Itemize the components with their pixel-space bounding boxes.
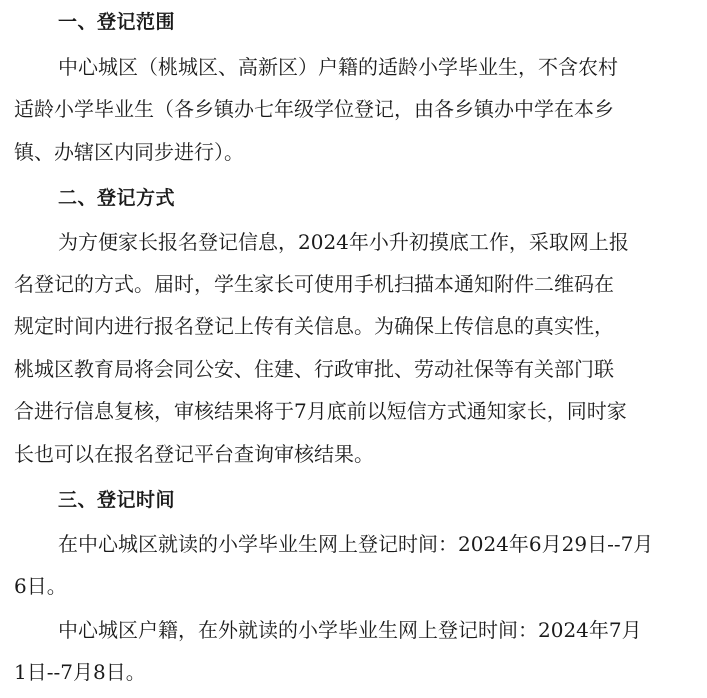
paragraph-line: 规定时间内进行报名登记上传有关信息。为确保上传信息的真实性， bbox=[14, 314, 614, 338]
paragraph-line: 名登记的方式。届时，学生家长可使用手机扫描本通知附件二维码在 bbox=[14, 272, 614, 296]
paragraph-line: 在中心城区就读的小学毕业生网上登记时间：2024年6月29日--7月 bbox=[58, 532, 654, 556]
paragraph-line: 镇、办辖区内同步进行）。 bbox=[14, 140, 244, 164]
paragraph-line: 合进行信息复核，审核结果将于7月底前以短信方式通知家长，同时家 bbox=[14, 399, 627, 423]
section-heading-time: 三、登记时间 bbox=[58, 489, 176, 511]
paragraph-line: 中心城区（桃城区、高新区）户籍的适龄小学毕业生，不含农村 bbox=[58, 55, 618, 79]
paragraph-line: 1日--7月8日。 bbox=[14, 660, 146, 684]
paragraph-line: 长也可以在报名登记平台查询审核结果。 bbox=[14, 442, 374, 466]
paragraph-line: 6日。 bbox=[14, 574, 67, 598]
paragraph-line: 为方便家长报名登记信息，2024年小升初摸底工作，采取网上报 bbox=[58, 230, 629, 254]
paragraph-line: 中心城区户籍，在外就读的小学毕业生网上登记时间：2024年7月 bbox=[58, 618, 642, 642]
section-heading-scope: 一、登记范围 bbox=[58, 11, 176, 33]
section-heading-method: 二、登记方式 bbox=[58, 187, 176, 209]
paragraph-line: 适龄小学毕业生（各乡镇办七年级学位登记，由各乡镇办中学在本乡 bbox=[14, 97, 614, 121]
paragraph-line: 桃城区教育局将会同公安、住建、行政审批、劳动社保等有关部门联 bbox=[14, 357, 614, 381]
